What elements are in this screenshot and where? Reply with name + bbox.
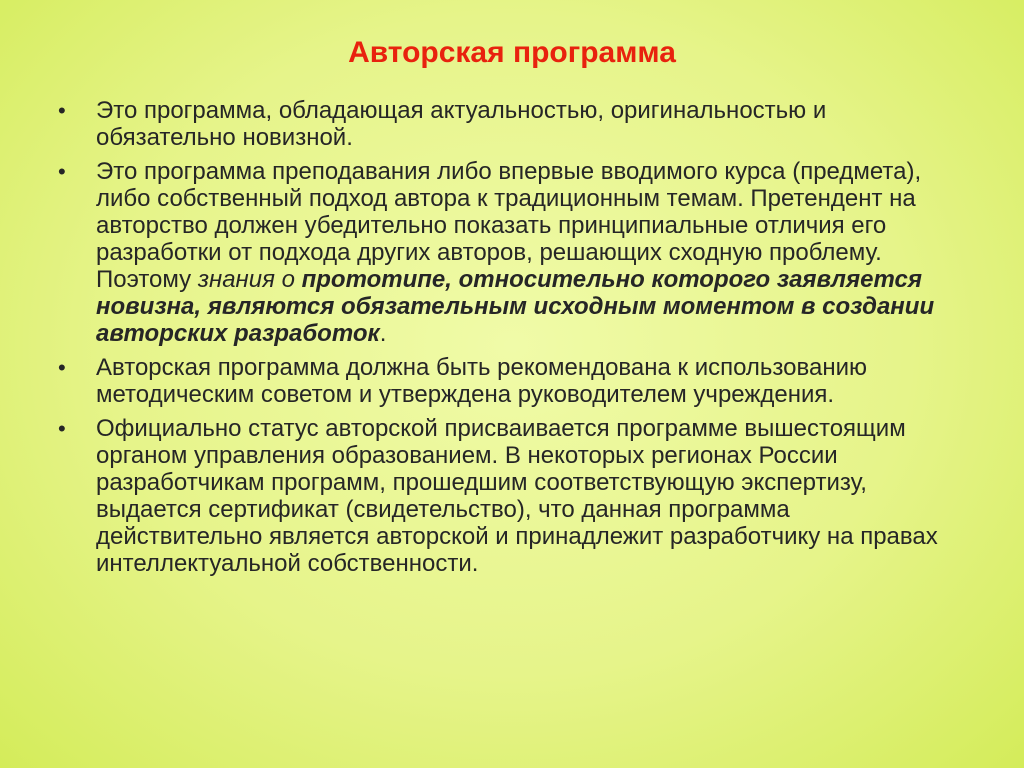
bullet-list: [58, 97, 958, 584]
bullet-icon: •: [58, 416, 66, 441]
bullet-item-2: [58, 158, 958, 347]
bullet-icon: •: [58, 159, 66, 184]
bullet-text: Это программа, обладающая актуальностью, оригинальностью и обязательно новизной.: [96, 97, 827, 151]
bullet-text-end: .: [379, 320, 387, 347]
bullet-text-italic: знания о: [197, 266, 302, 293]
bullet-text: Авторская программа должна быть рекомендована к использованию методическим советом и утверждена руководителем учреждения.: [96, 354, 867, 408]
bullet-icon: •: [58, 98, 66, 123]
slide-title: Авторская программа: [348, 36, 676, 69]
bullet-text: Официально статус авторской присваивается программе вышестоящим органом управления образованием. В некоторых регионах России разработчикам программ, прошедшим соответствующую экспертизу, выдается сертификат (свидетельство), что данная программа действительно является авторской и принадлежит разработчику на правах интеллектуальной собственности.: [96, 415, 938, 577]
bullet-text: Это программа преподавания либо впервые вводимого курса (предмета), либо собственный подход автора к традиционным темам. Претендент на авторство должен убедительно показать принципиальные отличия его разработки от подхода других авторов, решающих сходную проблему. Поэтому: [96, 158, 922, 293]
bullet-item-3: [58, 354, 958, 408]
bullet-item-1: [58, 97, 958, 151]
bullet-icon: •: [58, 355, 66, 380]
bullet-text-emphasis: прототипе, относительно которого заявляется новизна, являются обязательным исходным моментом в создании авторских разработок: [96, 266, 935, 347]
bullet-item-4: [58, 415, 958, 577]
